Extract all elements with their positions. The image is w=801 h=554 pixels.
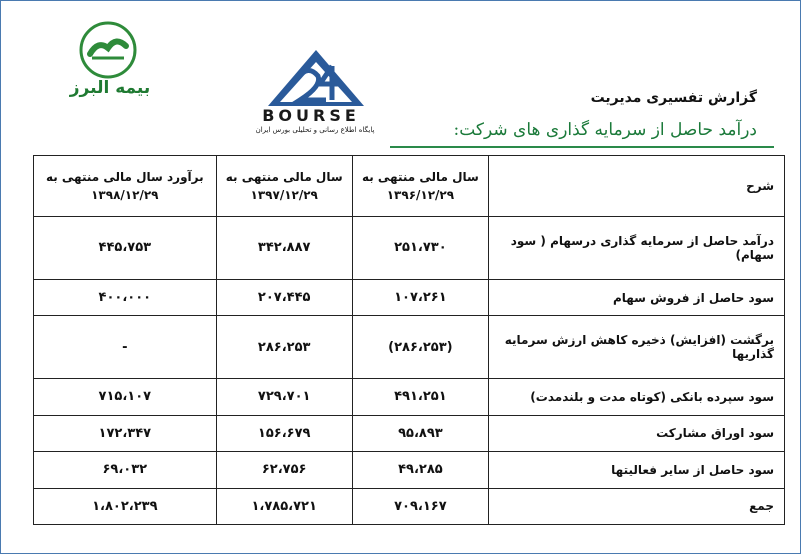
column-header-fy1398-estimate [34,156,217,217]
table-header-row [34,156,785,217]
column-header-fy1396 [352,156,488,217]
column-header-date: ۱۳۹۷/۱۲/۲۹ [250,188,318,202]
table-row [34,415,785,451]
section-title: درآمد حاصل از سرمایه گذاری های شرکت: [453,120,757,140]
column-header-fy1397 [216,156,352,217]
row-description: برگشت (افزایش) ذخیره کاهش ارزش سرمایه گذاریها [489,316,785,379]
cell-fy1398-estimate: ۶۹،۰۳۲ [34,452,217,488]
column-header-text: برآورد سال مالی منتهی به [45,170,204,184]
cell-fy1396: ۱۰۷،۲۶۱ [352,279,488,315]
section-title-underline [390,146,774,148]
investment-income-table [33,155,785,525]
cell-fy1396-total: ۷۰۹،۱۶۷ [352,488,488,525]
column-header-date: ۱۳۹۸/۱۲/۲۹ [91,188,159,202]
column-header-text: شرح [746,179,774,193]
column-header-text: سال مالی منتهی به [361,170,479,184]
row-description: درآمد حاصل از سرمایه گذاری درسهام ( سود سهام) [489,217,785,280]
cell-fy1397-total: ۱،۷۸۵،۷۲۱ [216,488,352,525]
table-row [34,316,785,379]
row-description: سود سپرده بانکی (کوتاه مدت و بلندمدت) [489,379,785,415]
cell-fy1398-estimate-total: ۱،۸۰۲،۲۳۹ [34,488,217,525]
table-row [34,379,785,415]
cell-fy1397: ۷۲۹،۷۰۱ [216,379,352,415]
table-total-row [34,488,785,525]
cell-fy1396: ۴۹،۲۸۵ [352,452,488,488]
cell-fy1397: ۲۸۶،۲۵۳ [216,316,352,379]
bourse-logo-caption: پایگاه اطلاع رسانی و تحلیلی بورس ایران [255,126,375,134]
cell-fy1398-estimate: ۷۱۵،۱۰۷ [34,379,217,415]
cell-fy1397: ۶۲،۷۵۶ [216,452,352,488]
cell-fy1398-estimate: ۴۰۰،۰۰۰ [34,279,217,315]
cell-fy1397: ۱۵۶،۶۷۹ [216,415,352,451]
cell-fy1398-estimate: ۴۴۵،۷۵۳ [34,217,217,280]
column-header-description [489,156,785,217]
row-description: سود حاصل از سایر فعالیتها [489,452,785,488]
row-description: سود اوراق مشارکت [489,415,785,451]
cell-fy1397: ۳۴۲،۸۸۷ [216,217,352,280]
cell-fy1396: ۲۵۱،۷۳۰ [352,217,488,280]
cell-fy1396: ۹۵،۸۹۳ [352,415,488,451]
cell-fy1396-negative: (۲۸۶،۲۵۳) [352,316,488,379]
column-header-date: ۱۳۹۶/۱۲/۲۹ [386,188,455,202]
row-description: سود حاصل از فروش سهام [489,279,785,315]
cell-fy1396: ۴۹۱،۲۵۱ [352,379,488,415]
table-row [34,452,785,488]
column-header-text: سال مالی منتهی به [225,170,343,184]
row-description-total: جمع [489,488,785,525]
cell-fy1398-estimate: - [34,316,217,379]
table-row [34,217,785,280]
table-row [34,279,785,315]
alborz-logo-text: بیمه البرز [69,78,151,98]
report-title: گزارش تفسیری مدیریت [590,90,757,106]
cell-fy1398-estimate: ۱۷۲،۳۴۷ [34,415,217,451]
cell-fy1397: ۲۰۷،۴۴۵ [216,279,352,315]
bourse-logo-word: BOURSE [262,106,360,125]
